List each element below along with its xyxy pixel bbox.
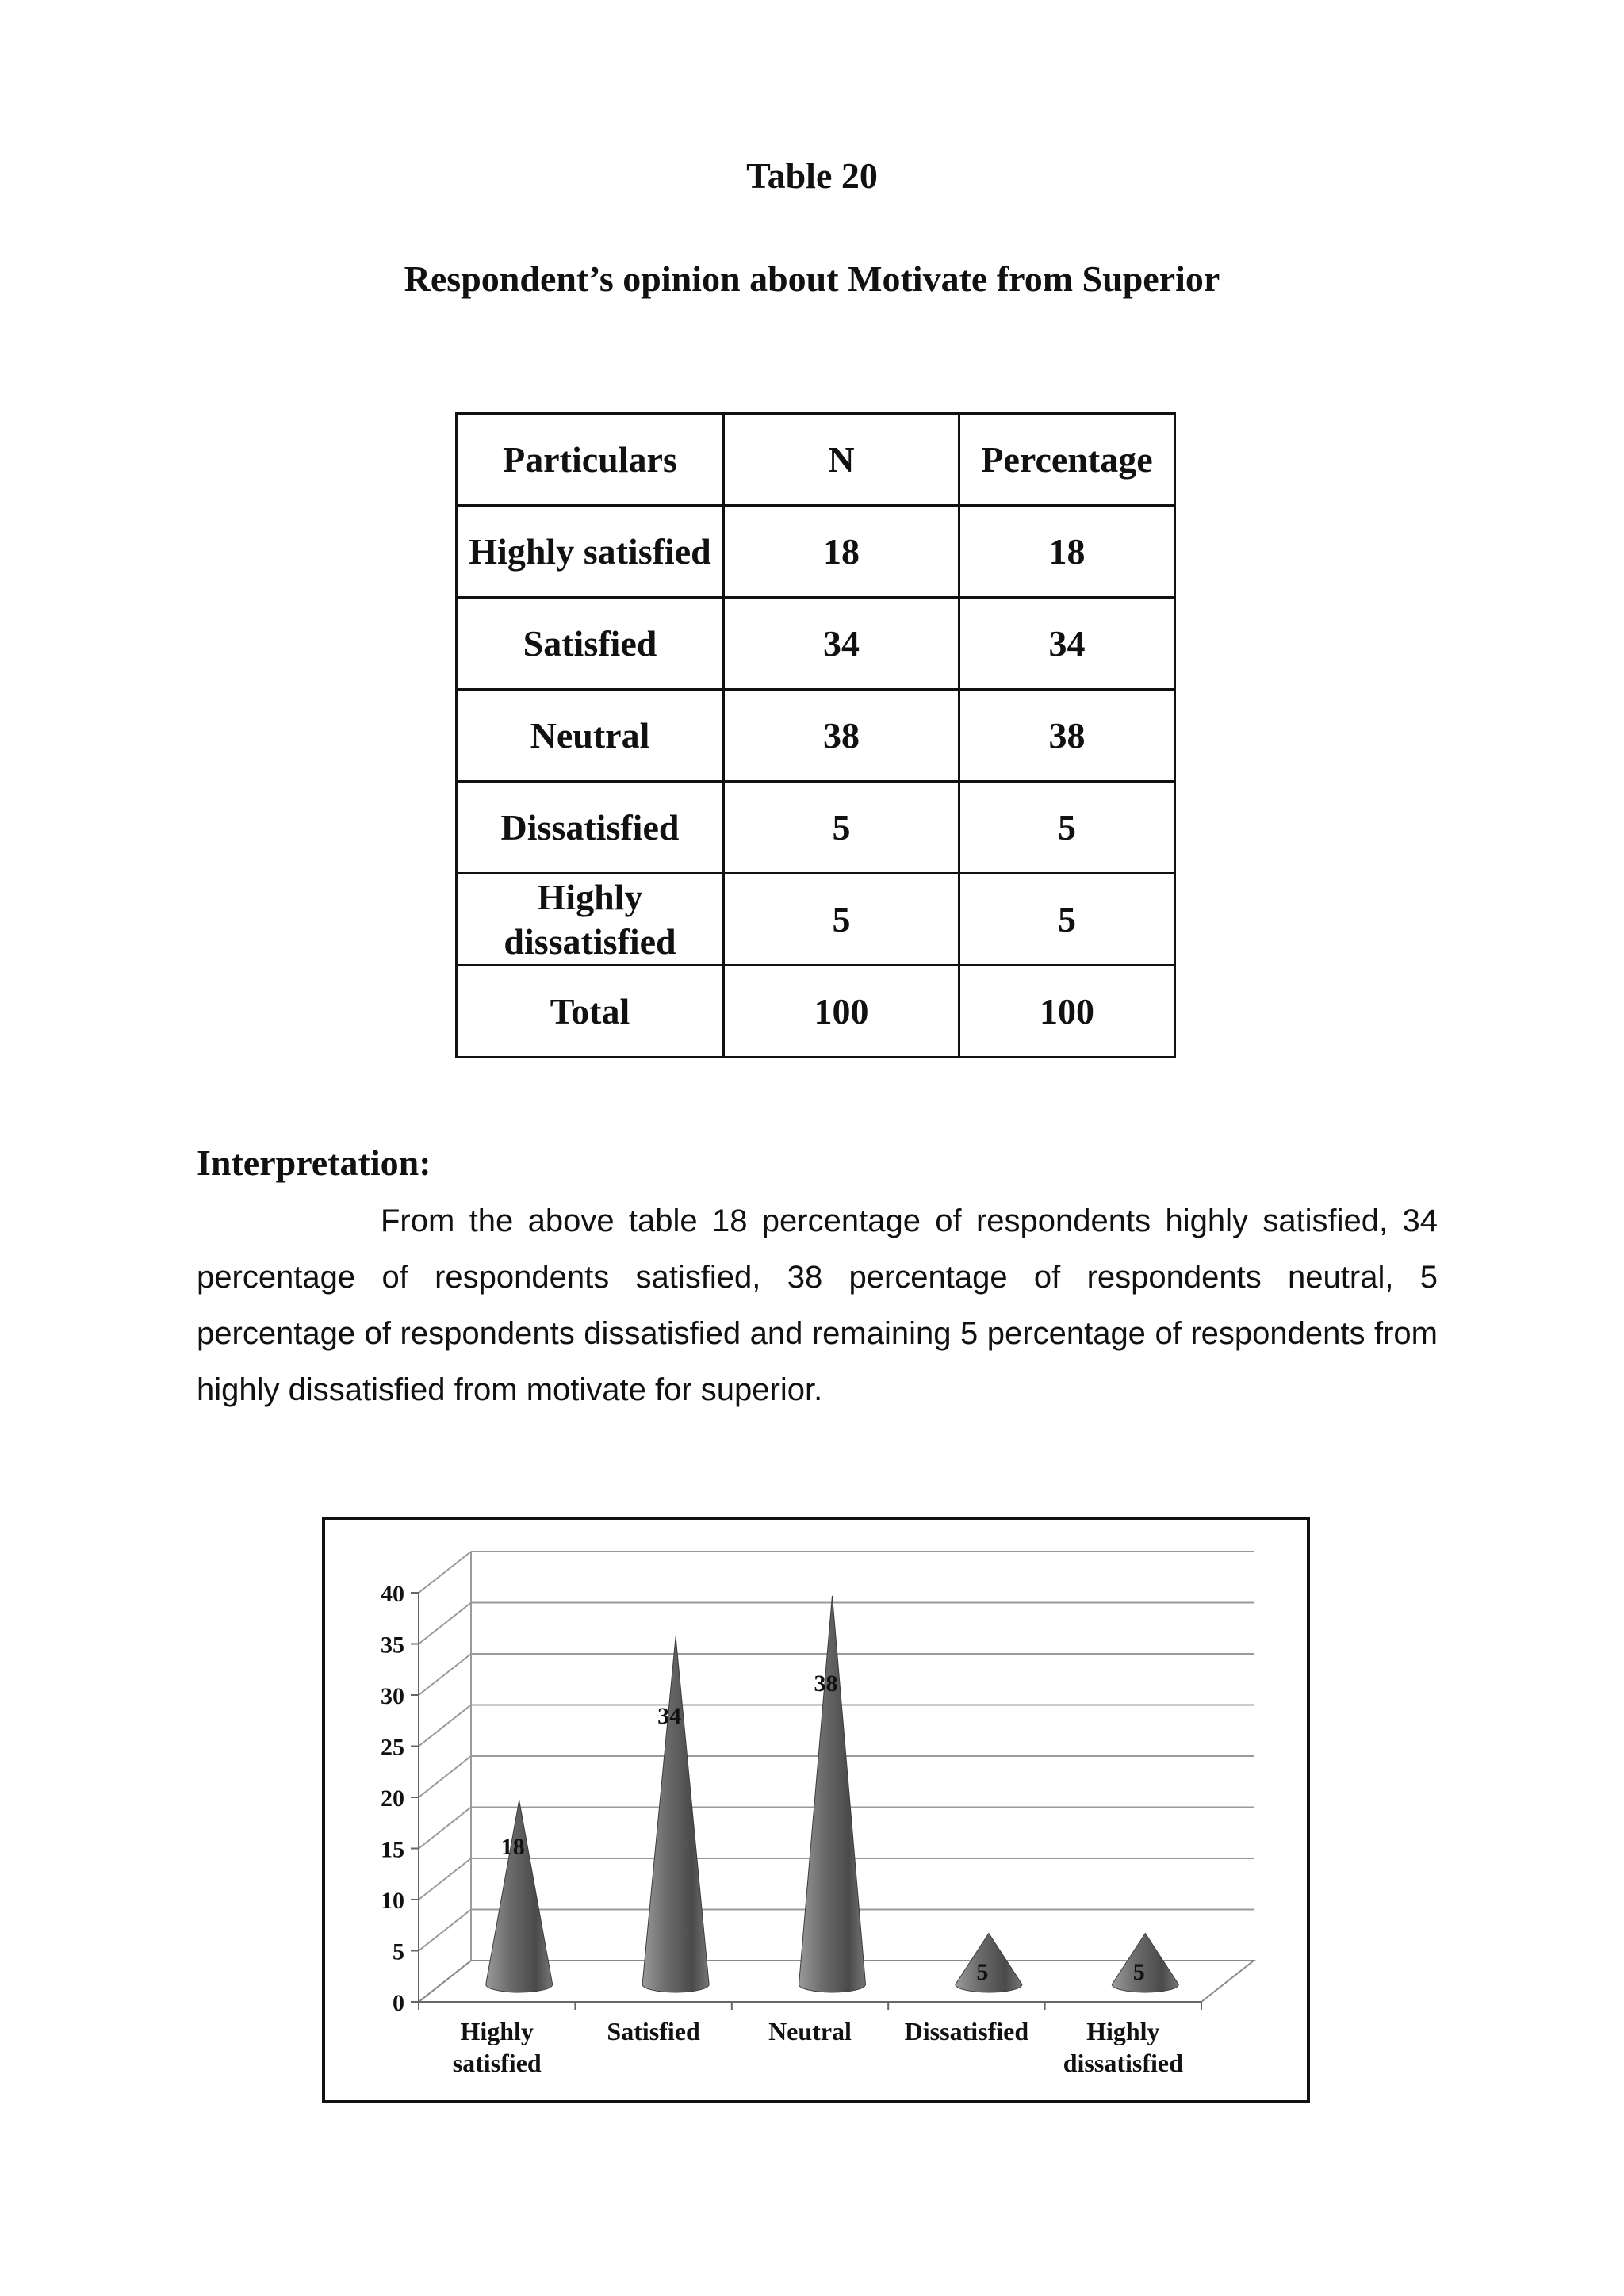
table-row [457, 690, 1175, 782]
side-gridline [419, 1603, 471, 1644]
y-tick-label: 5 [393, 1938, 404, 1965]
category-label: Highly [1086, 2017, 1160, 2045]
side-gridline [419, 1910, 471, 1951]
table-row [457, 598, 1175, 690]
side-gridline [419, 1705, 471, 1747]
interpretation-heading: Interpretation: [197, 1142, 431, 1183]
y-tick-label: 15 [381, 1836, 404, 1863]
category-label: Highly [460, 2017, 534, 2045]
y-tick-label: 0 [393, 1990, 404, 2016]
cone-bar [642, 1636, 709, 1992]
row-particular: Satisfied [457, 598, 724, 690]
row-particular: Dissatisfied [457, 782, 724, 874]
y-tick-label: 20 [381, 1785, 404, 1812]
side-gridline [419, 1808, 471, 1849]
cone-bar [1112, 1934, 1178, 1993]
header-particulars: Particulars [457, 414, 724, 506]
table-title: Table 20 [746, 155, 878, 196]
header-percentage: Percentage [959, 414, 1175, 506]
chart-frame [322, 1517, 1310, 2103]
side-gridline [419, 1552, 471, 1593]
row-particular: Highly satisfied [457, 506, 724, 598]
table-row [457, 874, 1175, 966]
row-n: 18 [724, 506, 959, 598]
row-particular: Total [457, 966, 724, 1058]
cone-bar [486, 1800, 553, 1992]
table-row [457, 782, 1175, 874]
interpretation-body: From the above table 18 percentage of respondents highly satisfied, 34 percentage of respondents satisfied, 38 percentage of respondents neutral, 5 percentage of respondents dissatisfied and remaining 5 percentage of respondents from highly dissatisfied from motivate for superior. [197, 1203, 1438, 1407]
y-tick-label: 30 [381, 1683, 404, 1709]
row-percentage: 100 [959, 966, 1175, 1058]
row-particular: Neutral [457, 690, 724, 782]
category-label: dissatisfied [1063, 2049, 1183, 2077]
category-label: Satisfied [607, 2017, 700, 2045]
table-total-row [457, 966, 1175, 1058]
row-percentage: 5 [959, 782, 1175, 874]
category-label: satisfied [452, 2049, 542, 2077]
row-percentage: 5 [959, 874, 1175, 966]
chart-cones [486, 1596, 1179, 1992]
y-tick-label: 25 [381, 1734, 404, 1761]
category-label: Neutral [768, 2017, 852, 2045]
data-label: 5 [976, 1959, 989, 1985]
row-percentage: 38 [959, 690, 1175, 782]
row-particular: Highly dissatisfied [457, 874, 724, 966]
row-n: 38 [724, 690, 959, 782]
row-n: 5 [724, 874, 959, 966]
y-tick-label: 35 [381, 1632, 404, 1659]
data-table [455, 412, 1176, 1058]
cone-bar [956, 1934, 1022, 1993]
row-percentage: 18 [959, 506, 1175, 598]
row-percentage: 34 [959, 598, 1175, 690]
side-gridline [419, 1858, 471, 1900]
row-n: 100 [724, 966, 959, 1058]
table-subtitle: Respondent’s opinion about Motivate from Superior [404, 258, 1220, 299]
data-label: 34 [657, 1703, 682, 1730]
row-n: 34 [724, 598, 959, 690]
side-gridline [419, 1654, 471, 1695]
data-label: 38 [814, 1670, 838, 1697]
table-header-row [457, 414, 1175, 506]
table-row [457, 506, 1175, 598]
cone-chart [325, 1520, 1307, 2100]
cone-bar [799, 1596, 866, 1992]
side-gridline [419, 1756, 471, 1797]
category-label: Dissatisfied [904, 2017, 1029, 2045]
y-tick-label: 10 [381, 1888, 404, 1914]
row-n: 5 [724, 782, 959, 874]
data-label: 18 [500, 1834, 525, 1861]
y-tick-label: 40 [381, 1581, 404, 1607]
data-label: 5 [1132, 1959, 1145, 1985]
header-n: N [724, 414, 959, 506]
